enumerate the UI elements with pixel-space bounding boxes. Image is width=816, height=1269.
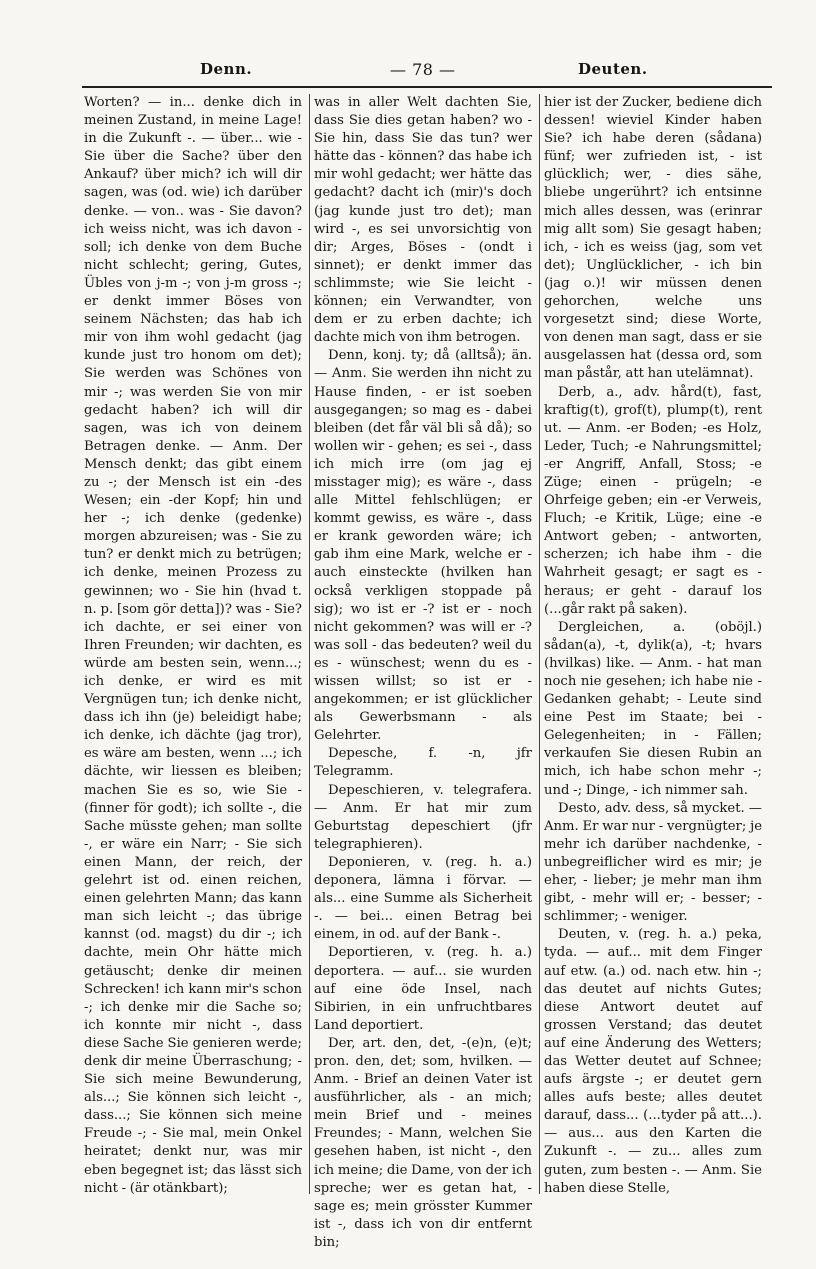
entry-deponieren: Deponieren, v. (reg. h. a.) deponera, lämna i förvar. — als... eine Summe als Sicherheit -. — bei... einen Betrag bei einem, in od. auf der Bank -.	[314, 854, 532, 943]
header-rule	[82, 86, 772, 88]
entry-derb: Derb, a., adv. hård(t), fast, kraftig(t), grof(t), plump(t), rent ut. — Anm. -er Boden; -es Holz, Leder, Tuch; -e Nahrungsmittel; -er Angriff, Anfall, Stoss; -e Züge; einen - prügeln; -e Ohrfeige geben; ein -er Verweis, Fluch; -e Kritik, Lüge; eine -e Antwort geben; - antworten, scherzen; ich habe ihm - die Wahrheit gesagt; er sagt es - heraus; er geht - darauf los (...går rakt på saken).	[544, 384, 762, 617]
entry-text: Worten? — in... denke dich in meinen Zustand, in meine Lage! in die Zukunft -. — über... wie - Sie über die Sache? über den Ankauf? über mich? ich will dir sagen, was (od. wie) ich darüber denke. — von.. was - Sie davon? ich weiss nicht, was ich davon - soll; ich denke von dem Buche nicht schlecht; gering, Gutes, Übles von j-m -; von j-m gross -; er denkt immer Böses von seinem Nächsten; das hab ich mir von ihm wohl gedacht (jag kunde just tro honom om det); Sie werden was Schönes von mir -; was werden Sie von mir gedacht haben? ich will dir sagen, was ich von deinem Betragen denke. — Anm. Der Mensch denkt; das gibt einem zu -; der Mensch ist ein -des Wesen; ein -der Kopf; hin und her -; ich denke (gedenke) morgen abzureisen; was - Sie zu tun? er denkt mich zu betrügen; ich denke, meinen Prozess zu gewinnen; wo - Sie hin (hvad t. n. p. [som gör detta])? was - Sie? ich dachte, er sei einer von Ihren Freunden; wir dachten, es würde am besten sein, wenn...; ich denke, er wird es mit Vergnügen tun; ich denke nicht, dass ich ihn (je) beleidigt habe; ich denke, ich dächte (jag tror), es wäre am besten, wenn ...; ich dächte, wir liessen es bleiben; machen Sie es so, wie Sie - (finner för godt); ich sollte -, die Sache müsste gehen; man sollte -, er wäre ein Narr; - Sie sich einen Mann, der reich, der gelehrt ist od. einen reichen, einen gelehrten Mann; das kann man sich leicht -; das übrige kannst (od. magst) du dir -; ich dachte, mein Ohr hätte mich getäuscht; denke dir meinen Schrecken! ich kann mir's schon -; ich denke mir die Sache so; ich konnte mir nicht -, dass diese Sache Sie genieren werde; denk dir meine Überraschung; - Sie sich meine Bewunderung, als...; Sie können sich leicht -, dass...; Sie können sich meine Freude -; - Sie mal, mein Onkel heiratet; denkt nur, was mir eben begegnet ist; das lässt sich nicht - (är otänkbart);	[84, 95, 302, 1196]
column-1	[84, 94, 302, 1204]
column-3	[544, 94, 762, 1204]
running-head-left: Denn.	[200, 60, 253, 78]
entry-text: was in aller Welt dachten Sie, dass Sie dies getan haben? wo - Sie hin, dass Sie das tun? wer hätte das - können? das habe ich mir wohl gedacht; wer hätte das gedacht? dacht ich (mir)'s doch (jag kunde just tro det); man wird -, es sei unvorsichtig von dir; Arges, Böses - (ondt i sinnet); er denkt immer das schlimmste; wie Sie leicht - können; ein Verwandter, von dem er zu erben dachte; ich dachte mich von ihm betrogen.	[314, 95, 532, 346]
column-2	[314, 94, 532, 1250]
entry-deportieren: Deportieren, v. (reg. h. a.) deportera. — auf... sie wurden auf eine öde Insel, nach Sibirien, in ein unfruchtbares Land deportiert.	[314, 945, 532, 1033]
entry-denn: Denn, konj. ty; då (alltså); än. — Anm. Sie werden ihn nicht zu Hause finden, - er ist soeben ausgegangen; so mag es - dabei bleiben (det får väl bli så då); so wollen wir - gehen; es sei -, dass ich mich irre (om jag ej misstager mig); es wäre -, dass alle Mittel fehlschlügen; er kommt gewiss, es wäre -, dass er krank geworden wäre; ich gab ihm eine Mark, welche er - auch einsteckte (hvilken han också verkligen stoppade på sig); wo ist er -? ist er - noch nicht gekommen? was will er -? was soll - das bedeuten? weil du es - wünschest; wenn du es - wissen willst; so ist er - angekommen; er ist glücklicher als Gewerbsmann - als Gelehrter.	[314, 348, 532, 744]
entry-deuten: Deuten, v. (reg. h. a.) peka, tyda. — auf... mit dem Finger auf etw. (a.) od. nach etw. hin -; das deutet auf nichts Gutes; diese Antwort deutet auf grossen Verstand; das deutet auf eine Änderung des Wetters; das Wetter deutet auf Schnee; aufs ärgste -; er deutet gern alles aufs beste; alles deutet darauf, dass... (...tyder på att...). — aus... aus den Karten die Zukunft -. — zu... alles zum guten, zum besten -. — Anm. Sie haben diese Stelle,	[544, 927, 762, 1196]
column-divider-1	[309, 94, 310, 1194]
entry-desto: Desto, adv. dess, så mycket. — Anm. Er war nur - vergnügter; je mehr ich darüber nachdenke, - unbegreiflicher wird es mir; je eher, - lieber; je mehr man ihm gibt, - mehr will er; - besser; - schlimmer; - weniger.	[544, 800, 762, 925]
entry-depesche: Depesche, f. -n, jfr Telegramm.	[314, 746, 532, 780]
entry-dergleichen: Dergleichen, a. (oböjl.) sådan(a), -t, dylik(a), -t; hvars (hvilkas) like. — Anm. - hat man noch nie gesehen; ich habe nie - Gedanken gehabt; - Leute sind eine Pest im Staate; bei - Gelegenheiten; in - Fällen; verkaufen Sie diesen Rubin an mich, ich habe schon mehr -; und -; Dinge, - ich nimmer sah.	[544, 619, 762, 798]
entry-depeschieren: Depeschieren, v. telegrafera. — Anm. Er hat mir zum Geburtstag depeschiert (jfr telegraphieren).	[314, 782, 532, 852]
entry-text: hier ist der Zucker, bediene dich dessen! wieviel Kinder haben Sie? ich habe deren (sådana) fünf; wer zufrieden ist, - ist glücklich; wer, - dies sähe, bliebe ungerührt? ich entsinne mich alles dessen, was (erinrar mig allt som) Sie gesagt haben; ich, - ich es weiss (jag, som vet det); Unglücklicher, - ich bin (jag o.)! wir müssen denen gehorchen, welche uns vorgesetzt sind; diese Worte, von denen man sagt, dass er sie ausgelassen hat (dessa ord, som man påstår, att han utelämnat).	[544, 95, 762, 382]
running-head-right: Deuten.	[578, 60, 648, 78]
column-divider-2	[539, 94, 540, 1194]
page-number: — 78 —	[390, 60, 456, 79]
entry-der: Der, art. den, det, -(e)n, (e)t; pron. den, det; som, hvilken. — Anm. - Brief an deinen Vater ist ausführlicher, als - an mich; mein Brief und - meines Freundes; - Mann, welchen Sie gesehen haben, ist nicht -, den ich meine; die Dame, von der ich spreche; wer es getan hat, - sage es; mein grösster Kummer ist -, dass ich von dir entfernt bin;	[314, 1035, 532, 1250]
